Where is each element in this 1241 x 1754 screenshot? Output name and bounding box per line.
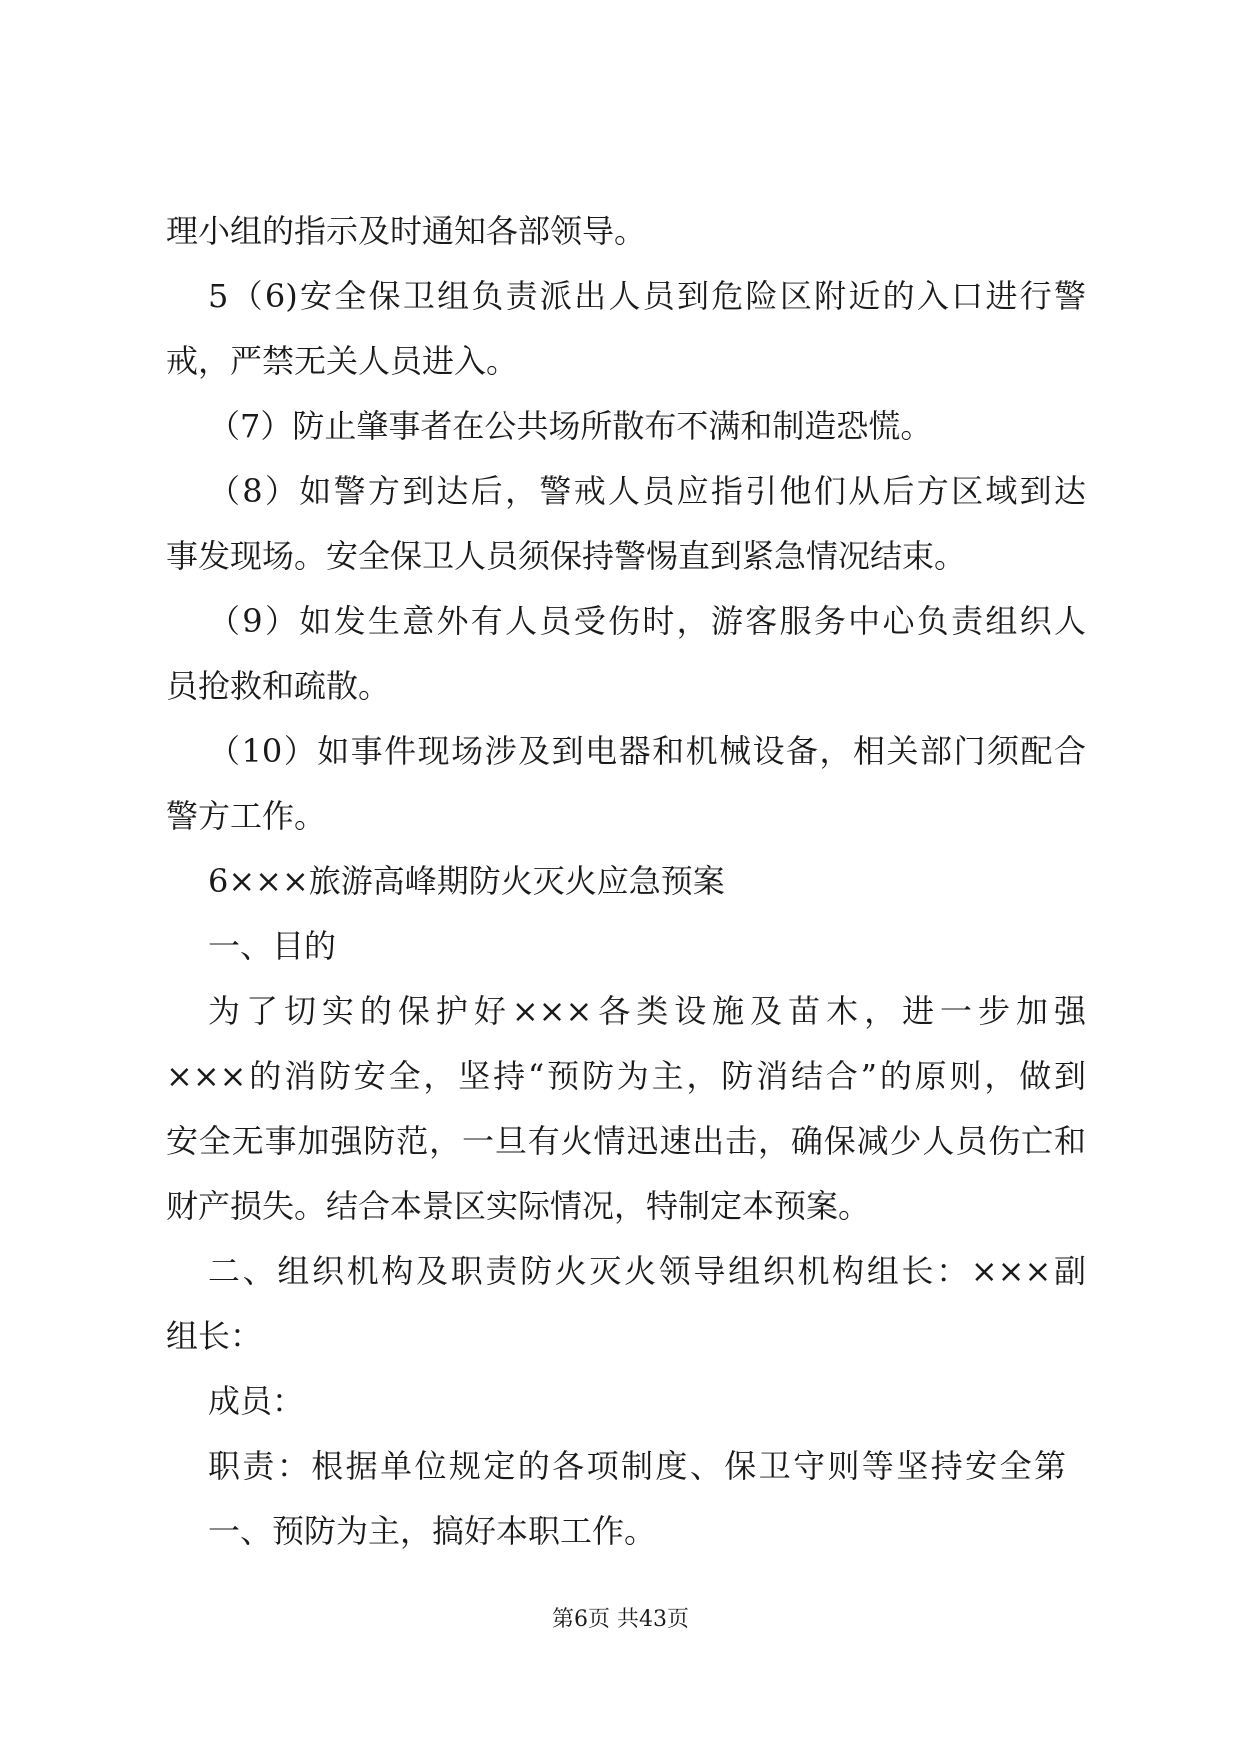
paragraph-line: 财产损失。结合本景区实际情况，特制定本预案。	[166, 1187, 871, 1225]
section-heading: 6×××旅游高峰期防火灭火应急预案	[208, 862, 725, 900]
paragraph-line: （9）如发生意外有人员受伤时，游客服务中心负责组织人	[208, 602, 1086, 640]
paragraph-line: 职责：根据单位规定的各项制度、保卫守则等坚持安全第	[208, 1447, 1066, 1485]
paragraph-line: 一、预防为主，搞好本职工作。	[208, 1512, 657, 1550]
paragraph-line: 戒，严禁无关人员进入。	[166, 342, 519, 380]
paragraph-line: 安全无事加强防范，一旦有火情迅速出击，确保减少人员伤亡和	[166, 1122, 1086, 1160]
paragraph-line: 警方工作。	[166, 797, 327, 835]
page-footer: 第6页 共43页	[552, 1607, 689, 1632]
paragraph-line: 事发现场。安全保卫人员须保持警惕直到紧急情况结束。	[166, 537, 967, 575]
section-heading: 一、目的	[208, 927, 337, 965]
paragraph-line: 成员：	[208, 1382, 305, 1420]
paragraph-line: 理小组的指示及时通知各部领导。	[166, 212, 647, 250]
paragraph-line: （8）如警方到达后，警戒人员应指引他们从后方区域到达	[208, 472, 1086, 510]
paragraph-line: 二、组织机构及职责防火灭火领导组织机构组长：×××副	[208, 1252, 1086, 1290]
paragraph-line: 为了切实的保护好×××各类设施及苗木，进一步加强	[208, 992, 1086, 1030]
paragraph-line: 5（6)安全保卫组负责派出人员到危险区附近的入口进行警	[208, 277, 1086, 315]
paragraph-line: （7）防止肇事者在公共场所散布不满和制造恐慌。	[208, 407, 933, 445]
paragraph-line: （10）如事件现场涉及到电器和机械设备，相关部门须配合	[208, 732, 1086, 770]
paragraph-line: 员抢救和疏散。	[166, 667, 391, 705]
paragraph-line: ×××的消防安全，坚持“预防为主，防消结合”的原则，做到	[166, 1057, 1086, 1095]
paragraph-line: 组长：	[166, 1317, 263, 1355]
